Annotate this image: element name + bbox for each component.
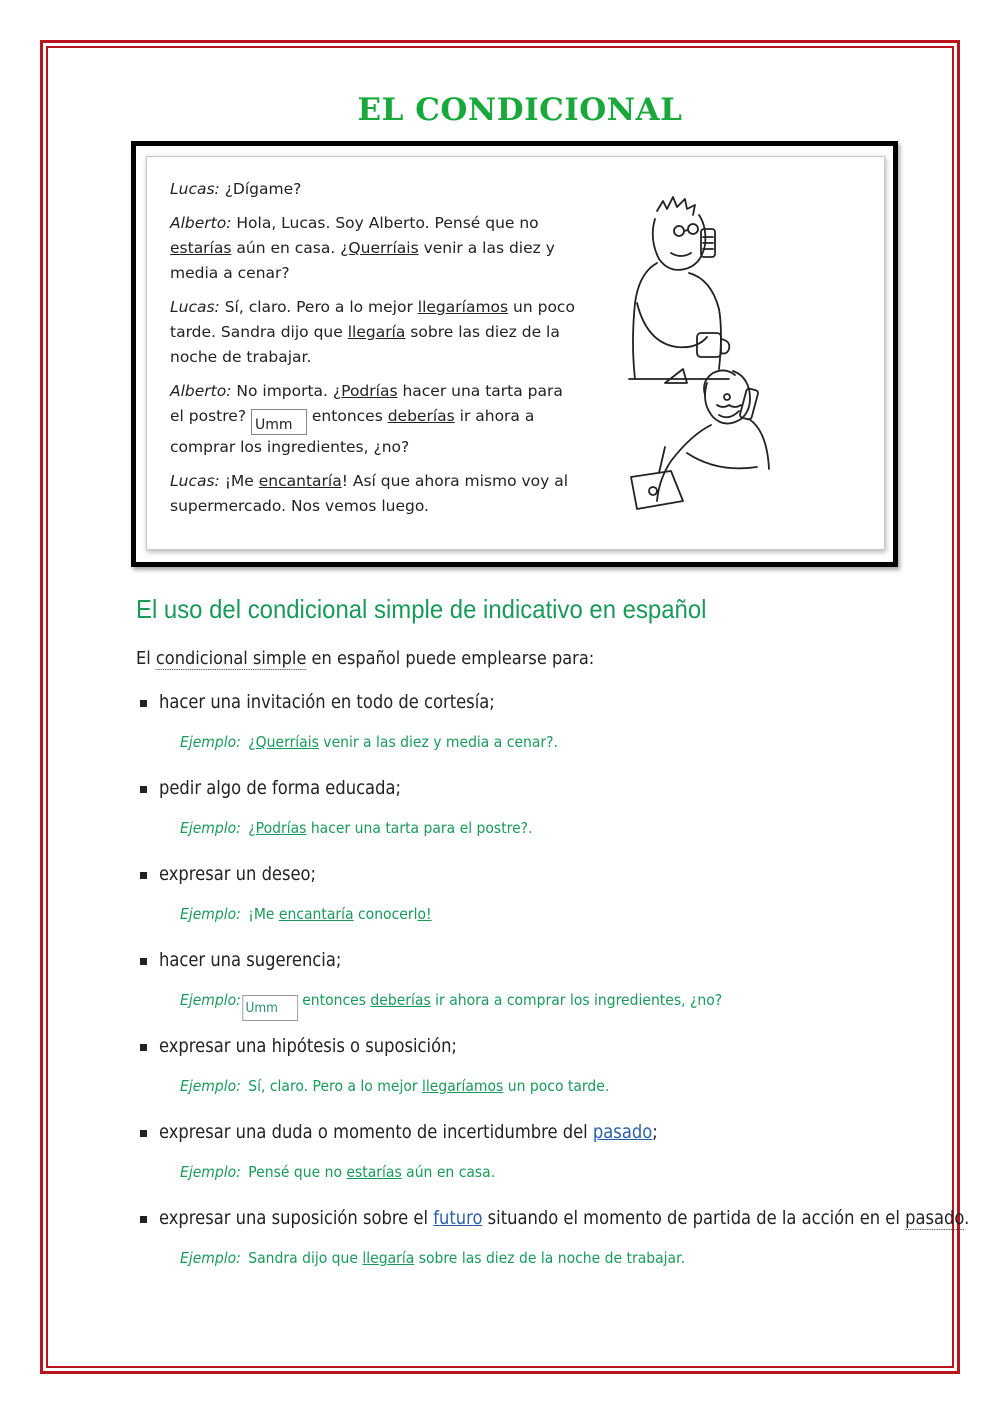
use-example	[180, 988, 722, 1021]
use-list-item	[140, 774, 940, 860]
use-description	[159, 688, 495, 716]
use-example	[180, 902, 432, 926]
text-segment: expresar una hipótesis o suposición;	[159, 1035, 457, 1057]
text-segment: hacer una tarta para el postre?.	[306, 819, 533, 837]
dialogue-text	[170, 177, 580, 528]
text-segment: ! Así que ahora mismo voy al supermercado. Nos vemos luego.	[170, 472, 569, 515]
bullet-icon	[140, 700, 147, 707]
underlined-verb: llegaríamos	[422, 1077, 504, 1095]
text-segment: ¡Me	[219, 472, 259, 490]
text-segment: entonces	[302, 991, 371, 1009]
phone-conversation-illustration	[627, 193, 777, 513]
use-description	[159, 946, 341, 974]
use-description	[159, 1204, 969, 1232]
text-segment: hacer una tarta para el postre?	[170, 382, 563, 425]
speaker-name: Alberto:	[170, 214, 232, 232]
example-label: Ejemplo:	[180, 1077, 241, 1095]
dialogue-line	[170, 211, 580, 286]
dialogue-inner-frame	[146, 156, 885, 550]
text-segment: venir a las diez y media a cenar?	[170, 239, 555, 282]
example-label: Ejemplo:	[180, 1249, 241, 1267]
use-list-item	[140, 1204, 970, 1290]
text-segment: un poco tarde. Sandra dijo que	[170, 298, 575, 341]
text-segment: sobre las diez de la noche de trabajar.	[414, 1249, 686, 1267]
text-segment: Sí, claro. Pero a lo mejor	[219, 298, 418, 316]
speaker-name: Alberto:	[170, 382, 232, 400]
example-label: Ejemplo:	[180, 991, 241, 1009]
underlined-verb: estarías	[346, 1163, 402, 1181]
page-title: EL CONDICIONAL	[357, 92, 683, 128]
intro-text	[136, 648, 594, 669]
text-link[interactable]: futuro	[433, 1207, 483, 1229]
example-label: Ejemplo:	[180, 819, 241, 837]
intro-after: en español puede emplearse para:	[306, 648, 595, 669]
bullet-icon	[140, 786, 147, 793]
use-list-item	[140, 1118, 940, 1204]
underlined-verb: encantaría	[278, 905, 354, 923]
dialogue-line	[170, 469, 580, 519]
example-label: Ejemplo:	[180, 905, 241, 923]
text-segment: ¿Dígame?	[219, 180, 302, 198]
bullet-icon	[140, 1216, 147, 1223]
underlined-verb: encantaría	[258, 472, 342, 490]
text-segment: expresar una suposición sobre el	[159, 1207, 434, 1229]
text-segment: Sandra dijo que	[248, 1249, 363, 1267]
text-segment: ir ahora a comprar los ingredientes, ¿no?	[170, 407, 535, 456]
text-segment: un poco tarde.	[503, 1077, 610, 1095]
text-segment: expresar una duda o momento de incertidumbre del	[159, 1121, 593, 1143]
text-segment: aún en casa.	[231, 239, 341, 257]
underlined-verb: deberías	[387, 407, 455, 425]
use-list-item	[140, 860, 940, 946]
uses-list	[140, 688, 970, 1290]
bullet-icon	[140, 872, 147, 879]
underlined-verb: llegaría	[347, 323, 406, 341]
text-segment: ;	[652, 1121, 658, 1143]
intro-before: El	[136, 648, 156, 669]
underlined-verb: o!	[417, 905, 432, 923]
underlined-verb: ¿Podrías	[248, 819, 307, 837]
dialogue-line	[170, 295, 580, 370]
use-list-item	[140, 946, 940, 1032]
example-label: Ejemplo:	[180, 1163, 241, 1181]
text-segment: conocerl	[353, 905, 418, 923]
use-example	[180, 1160, 495, 1184]
text-segment: expresar un deseo;	[159, 863, 317, 885]
text-segment: No importa.	[231, 382, 333, 400]
bullet-icon	[140, 1044, 147, 1051]
underlined-verb: llegaría	[362, 1249, 415, 1267]
bullet-icon	[140, 958, 147, 965]
text-link[interactable]: pasado	[592, 1121, 653, 1143]
underlined-verb: llegaríamos	[417, 298, 509, 316]
text-segment: Sí, claro. Pero a lo mejor	[248, 1077, 423, 1095]
text-segment: sobre las diez de la noche de trabajar.	[170, 323, 560, 366]
use-description	[159, 860, 316, 888]
use-list-item	[140, 688, 940, 774]
text-segment: hacer una invitación en todo de cortesía;	[159, 691, 495, 713]
underlined-verb: estarías	[170, 239, 232, 257]
text-segment: .	[964, 1207, 970, 1229]
answer-input-box[interactable]: Umm	[251, 409, 307, 435]
dotted-term: pasado	[905, 1207, 965, 1229]
speaker-name: Lucas:	[170, 298, 220, 316]
text-segment: ir ahora a comprar los ingredientes, ¿no?	[430, 991, 723, 1009]
answer-input-box[interactable]: Umm	[243, 995, 299, 1021]
bullet-icon	[140, 1130, 147, 1137]
use-description	[159, 774, 401, 802]
speaker-name: Lucas:	[170, 472, 220, 490]
use-example	[180, 1074, 609, 1098]
use-example	[180, 1246, 685, 1270]
use-description	[159, 1118, 658, 1146]
underlined-verb: ¿Querríais	[340, 239, 419, 257]
underlined-verb: deberías	[370, 991, 431, 1009]
example-label: Ejemplo:	[180, 733, 241, 751]
use-example	[180, 730, 558, 754]
text-segment: Pensé que no	[248, 1163, 347, 1181]
dialogue-line	[170, 379, 580, 460]
speaker-name: Lucas:	[170, 180, 220, 198]
text-segment: ¡Me	[248, 905, 279, 923]
text-segment: situando el momento de partida de la acción en el	[482, 1207, 906, 1229]
text-segment: pedir algo de forma educada;	[159, 777, 401, 799]
use-list-item	[140, 1032, 940, 1118]
underlined-verb: ¿Podrías	[332, 382, 398, 400]
intro-term: condicional simple	[155, 648, 307, 669]
text-segment: aún en casa.	[401, 1163, 496, 1181]
dialogue-panel	[131, 141, 898, 567]
underlined-verb: ¿Querríais	[248, 733, 319, 751]
use-description	[159, 1032, 457, 1060]
text-segment: hacer una sugerencia;	[159, 949, 342, 971]
dialogue-line	[170, 177, 580, 202]
use-example	[180, 816, 533, 840]
text-segment: venir a las diez y media a cenar?.	[318, 733, 558, 751]
text-segment: Hola, Lucas. Soy Alberto. Pensé que no	[231, 214, 539, 232]
section-heading: El uso del condicional simple de indicativo en español	[136, 594, 707, 624]
text-segment: entonces	[306, 407, 388, 425]
